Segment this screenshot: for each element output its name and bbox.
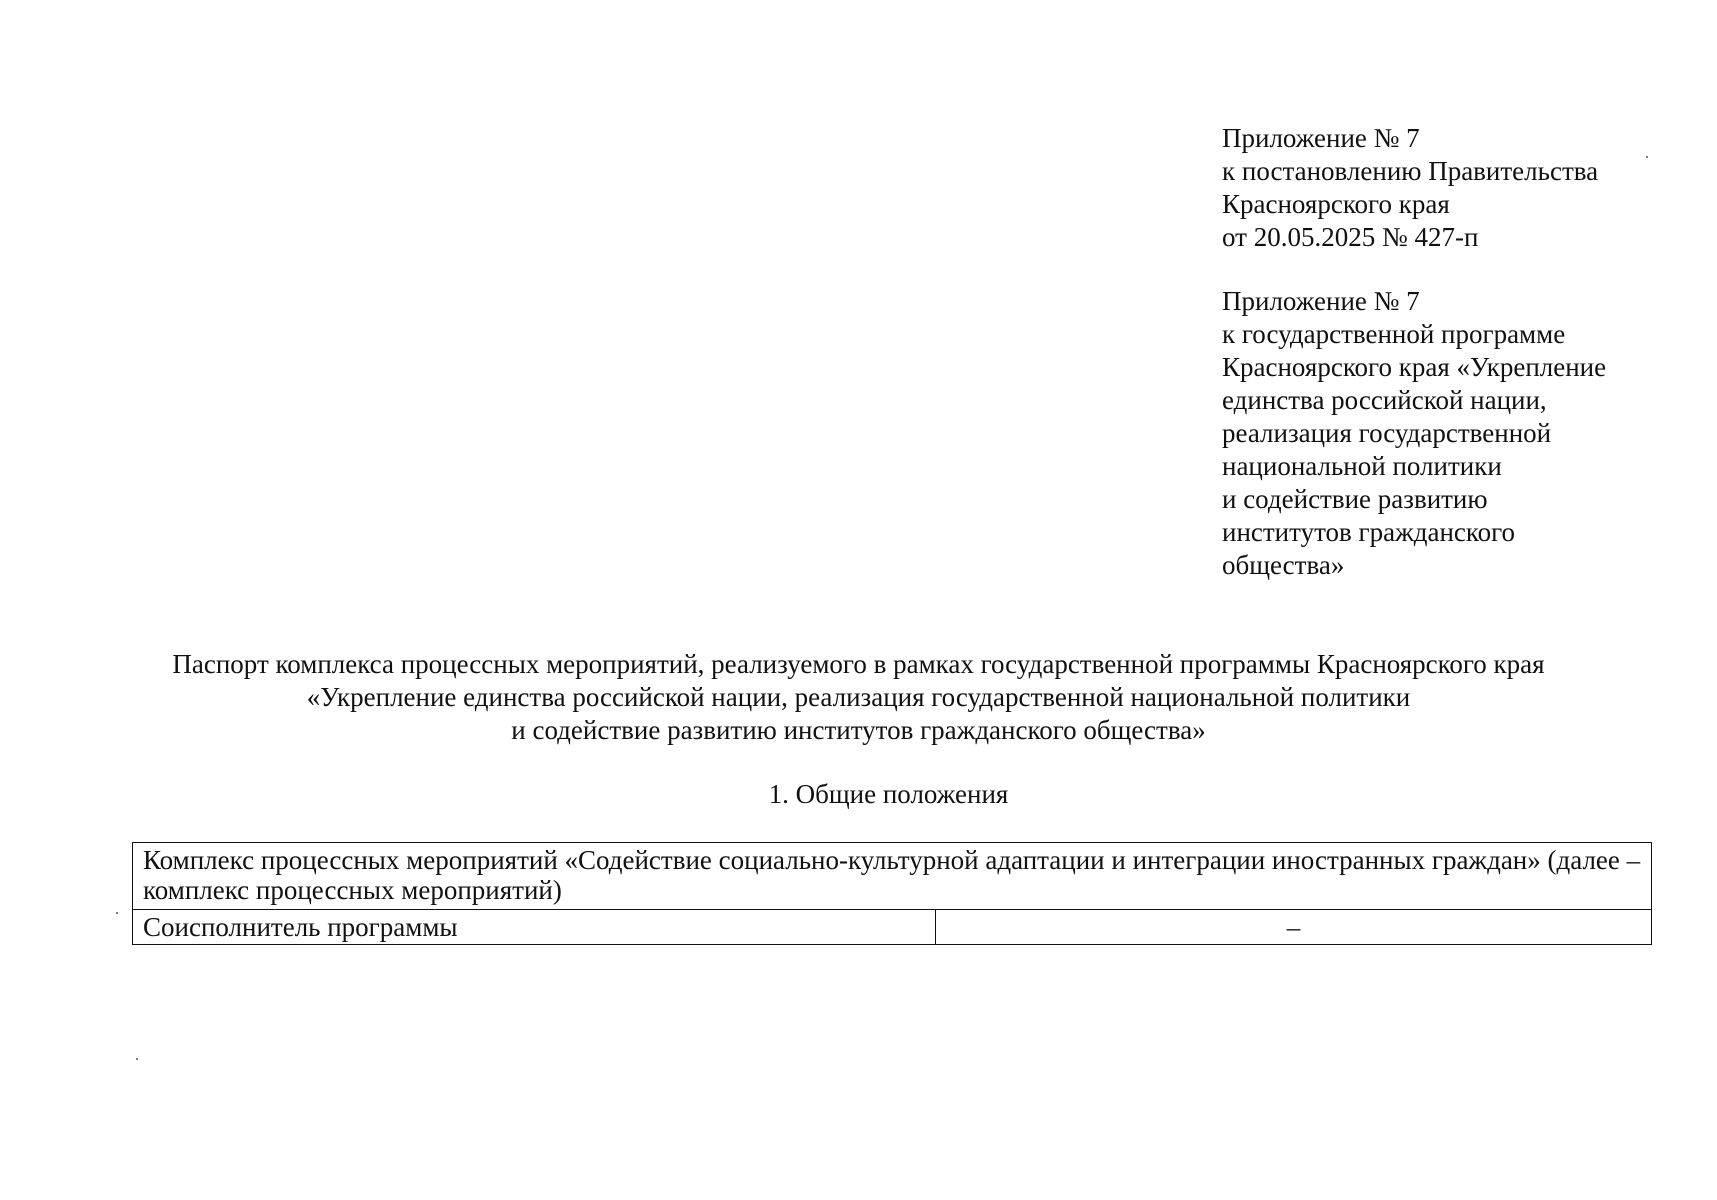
appendix-program-line: Красноярского края «Укрепление — [1222, 352, 1607, 382]
appendix-resolution-line: Красноярского края — [1222, 189, 1450, 219]
appendix-program-line: институтов гражданского — [1222, 517, 1516, 547]
scan-speck — [136, 1058, 138, 1060]
passport-title-line: и содействие развитию институтов гражданского общества» — [511, 715, 1206, 745]
table-row — [133, 843, 1652, 910]
complex-name-cell: Комплекс процессных мероприятий «Содействие социально-культурной адаптации и интеграции иностранных граждан» (далее – комплекс процессных мероприятий) — [133, 843, 1652, 910]
appendix-program-line: национальной политики — [1222, 451, 1502, 481]
scan-speck — [116, 912, 118, 914]
passport-title-line: «Укрепление единства российской нации, реализация государственной национальной политики — [306, 682, 1411, 712]
appendix-program-line: и содействие развитию — [1222, 484, 1488, 514]
passport-title — [0, 648, 1717, 747]
co-executor-value-cell: – — [936, 910, 1652, 945]
appendix-resolution-block — [1222, 122, 1598, 254]
section-heading: 1. Общие положения — [768, 779, 1009, 809]
appendix-program-line: к государственной программе — [1222, 319, 1566, 349]
co-executor-label-cell: Соисполнитель программы — [133, 910, 936, 945]
table-row — [133, 910, 1652, 945]
appendix-program-line: общества» — [1222, 550, 1345, 580]
appendix-resolution-line: к постановлению Правительства — [1222, 156, 1599, 186]
appendix-program-block — [1222, 285, 1606, 582]
general-provisions-table — [132, 842, 1652, 945]
scan-speck — [1646, 156, 1648, 158]
appendix-program-line: Приложение № 7 — [1222, 286, 1420, 316]
passport-title-line: Паспорт комплекса процессных мероприятий, реализуемого в рамках государственной программы Красноярского края — [172, 649, 1545, 679]
appendix-program-line: реализация государственной — [1222, 418, 1552, 448]
appendix-program-line: единства российской нации, — [1222, 385, 1547, 415]
appendix-resolution-line: Приложение № 7 — [1222, 123, 1420, 153]
appendix-resolution-line: от 20.05.2025 № 427-п — [1222, 222, 1479, 252]
